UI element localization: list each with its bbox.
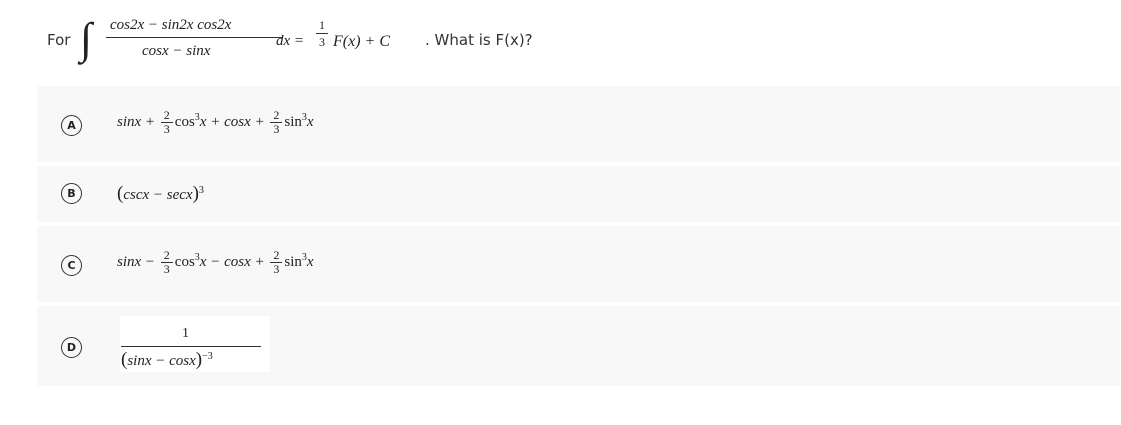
question-prefix: For bbox=[47, 31, 71, 49]
option-a-frac2 bbox=[270, 109, 282, 136]
option-b-expression bbox=[117, 183, 204, 205]
option-b-exponent: 3 bbox=[198, 185, 204, 196]
option-d-expression bbox=[120, 316, 270, 372]
frac-num: 2 bbox=[273, 108, 280, 122]
option-c-frac2 bbox=[270, 249, 282, 276]
dx-equals: dx = bbox=[276, 33, 305, 49]
fraction-bar bbox=[106, 37, 282, 38]
option-d-denominator bbox=[121, 349, 213, 371]
frac-den: 3 bbox=[273, 122, 280, 136]
option-d-numerator: 1 bbox=[182, 326, 189, 341]
antiderivative-expression: F(x) + C bbox=[333, 33, 390, 50]
option-b[interactable] bbox=[37, 166, 1120, 222]
option-a-letter[interactable]: A bbox=[61, 115, 82, 136]
option-d[interactable] bbox=[37, 306, 1120, 386]
coefficient-denominator: 3 bbox=[319, 35, 325, 49]
option-a-sin: sin bbox=[284, 113, 302, 130]
option-a-term3: x bbox=[306, 113, 314, 130]
option-a-term1: sinx + bbox=[117, 113, 156, 130]
option-a-frac1 bbox=[161, 109, 173, 136]
option-c-term1: sinx − bbox=[117, 253, 156, 270]
option-c-cos: cos bbox=[174, 253, 195, 270]
option-a-sin-exp: 3 bbox=[301, 111, 307, 123]
option-a-expression bbox=[117, 109, 314, 136]
coefficient-fraction bbox=[316, 18, 328, 49]
option-b-body: cscx − secx bbox=[123, 187, 193, 203]
open-paren: ( bbox=[121, 349, 128, 370]
option-c-term3: x bbox=[306, 253, 314, 270]
option-c-term2: x − cosx + bbox=[199, 253, 265, 270]
fraction-bar bbox=[316, 33, 328, 34]
option-c-cos-exp: 3 bbox=[194, 251, 200, 263]
option-c-sin: sin bbox=[284, 253, 302, 270]
coefficient-numerator: 1 bbox=[319, 18, 325, 32]
option-d-body: sinx − cosx bbox=[127, 353, 196, 369]
close-paren: ) bbox=[192, 183, 199, 204]
fraction-bar bbox=[121, 346, 261, 347]
option-c-letter[interactable]: C bbox=[61, 255, 82, 276]
integrand-fraction bbox=[106, 14, 282, 61]
frac-num: 2 bbox=[273, 248, 280, 262]
frac-den: 3 bbox=[273, 262, 280, 276]
integrand-denominator: cosx − sinx bbox=[142, 43, 211, 59]
option-d-letter[interactable]: D bbox=[61, 337, 82, 358]
frac-den: 3 bbox=[163, 122, 170, 136]
option-c-expression bbox=[117, 249, 314, 276]
integral-sign: ∫ bbox=[80, 14, 93, 63]
option-a-cos: cos bbox=[174, 113, 195, 130]
option-a-cos-exp: 3 bbox=[194, 111, 200, 123]
option-c-sin-exp: 3 bbox=[301, 251, 307, 263]
frac-num: 2 bbox=[163, 248, 170, 262]
integrand-numerator: cos2x − sin2x cos2x bbox=[110, 17, 232, 33]
option-a-term2: x + cosx + bbox=[199, 113, 265, 130]
option-b-letter[interactable]: B bbox=[61, 183, 82, 204]
frac-num: 2 bbox=[163, 108, 170, 122]
question-suffix: . What is F(x)? bbox=[425, 31, 533, 49]
frac-den: 3 bbox=[163, 262, 170, 276]
option-c[interactable] bbox=[37, 226, 1120, 302]
option-a[interactable] bbox=[37, 86, 1120, 162]
close-paren: ) bbox=[195, 349, 203, 370]
option-c-frac1 bbox=[161, 249, 173, 276]
option-d-exponent: −3 bbox=[202, 351, 213, 362]
question-stem bbox=[0, 0, 1121, 80]
open-paren: ( bbox=[117, 183, 124, 204]
